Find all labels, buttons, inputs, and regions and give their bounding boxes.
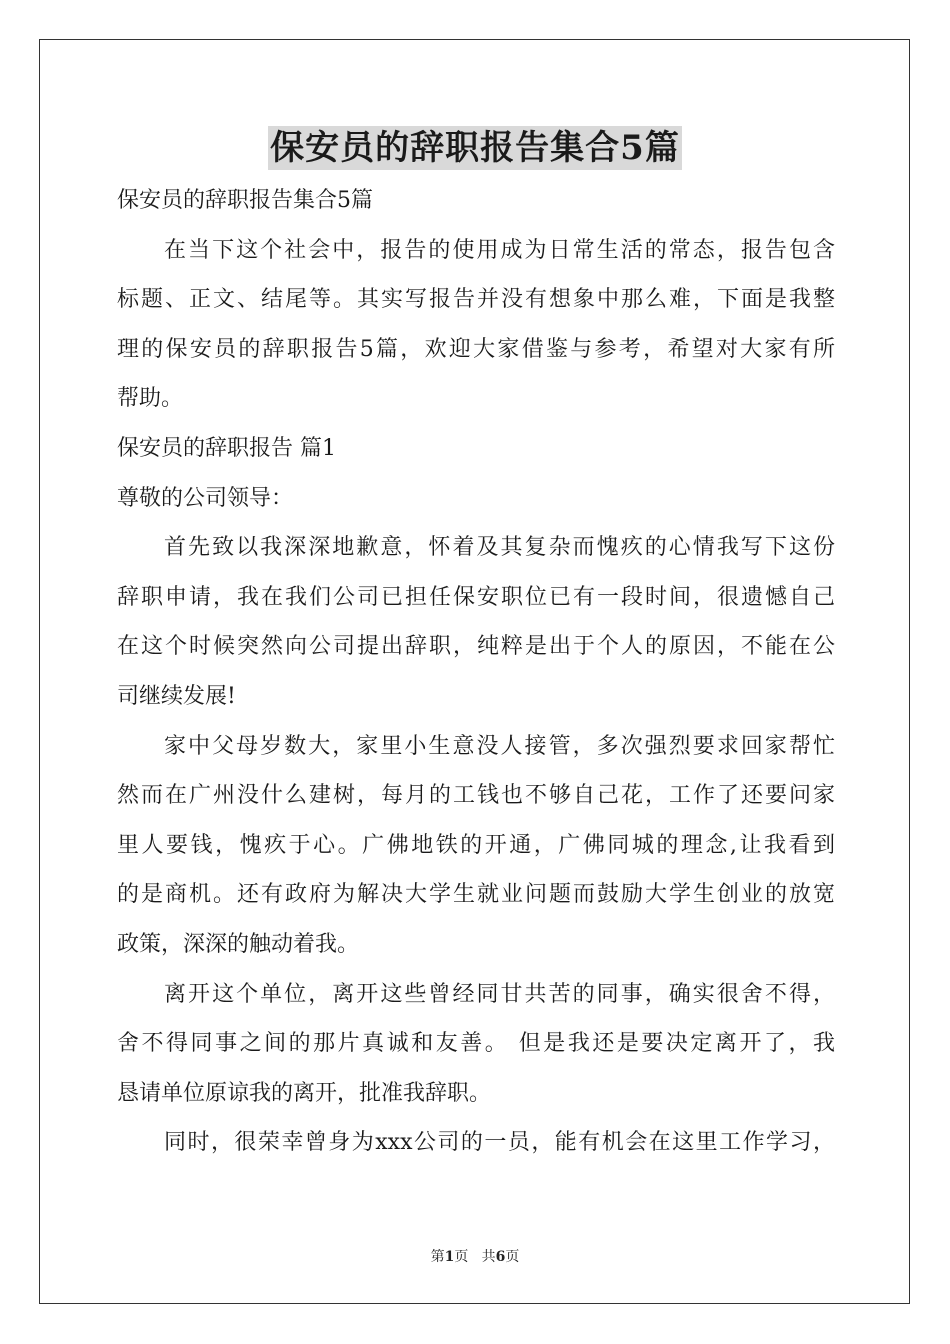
text-line: 恳请单位原谅我的离开，批准我辞职。: [117, 1080, 492, 1106]
text-line: 保安员的辞职报告 篇1: [117, 435, 336, 461]
text-line: 离开这个单位，离开这些曾经同甘共苦的同事，确实很舍不得，: [164, 981, 835, 1007]
text-line: 在这个时候突然向公司提出辞职，纯粹是出于个人的原因，不能在公: [117, 634, 835, 660]
text-line: 司继续发展!: [117, 683, 236, 709]
text-line: 的是商机。还有政府为解决大学生就业问题而鼓励大学生创业的放宽: [117, 882, 835, 908]
document-title: 保安员的辞职报告集合5篇: [270, 128, 680, 168]
text-line: 保安员的辞职报告集合5篇: [117, 188, 373, 213]
text-line: 同时，很荣幸曾身为xxx公司的一员，能有机会在这里工作学习，: [164, 1130, 835, 1156]
text-line: 辞职申请，我在我们公司已担任保安职位已有一段时间，很遗憾自己: [117, 584, 835, 610]
footer-page-prefix: 第: [430, 1249, 445, 1265]
page-footer: [0, 1246, 950, 1266]
footer-total-prefix: 共: [481, 1249, 496, 1265]
text-line: 舍不得同事之间的那片真诚和友善。 但是我还是要决定离开了，我: [117, 1031, 835, 1057]
text-line: 帮助。: [117, 386, 184, 412]
text-line: 标题、正文、结尾等。其实写报告并没有想象中那么难，下面是我整: [117, 287, 835, 313]
footer-total-pages: 6: [495, 1249, 506, 1265]
footer-page-number: 1: [444, 1249, 455, 1265]
title-wrap: [0, 126, 950, 170]
text-line: 理的保安员的辞职报告5篇，欢迎大家借鉴与参考，希望对大家有所: [117, 336, 835, 362]
text-line: 政策，深深的触动着我。: [117, 931, 360, 957]
text-line: 尊敬的公司领导：: [117, 485, 294, 511]
footer-page-suffix: 页: [454, 1249, 469, 1265]
text-line: 然而在广州没什么建树，每月的工钱也不够自己花，工作了还要问家: [117, 783, 835, 809]
text-line: 里人要钱，愧疚于心。广佛地铁的开通，广佛同城的理念,让我看到: [117, 832, 835, 858]
text-line: 家中父母岁数大，家里小生意没人接管，多次强烈要求回家帮忙: [164, 733, 835, 759]
document-body: [117, 176, 835, 1168]
text-line: 在当下这个社会中，报告的使用成为日常生活的常态，报告包含: [164, 237, 835, 263]
footer-total-suffix: 页: [505, 1249, 520, 1265]
text-line: 首先致以我深深地歉意，怀着及其复杂而愧疚的心情我写下这份: [164, 535, 835, 561]
